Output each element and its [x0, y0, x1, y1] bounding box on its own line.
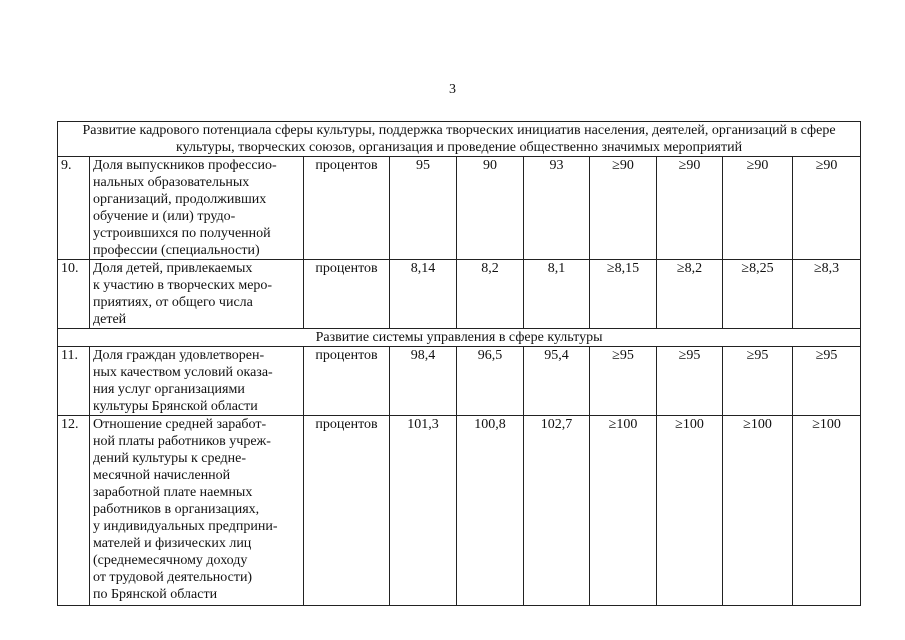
indicator-name-line: ния услуг организациями	[93, 382, 245, 397]
indicator-name-line: Отношение средней заработ-	[93, 417, 267, 432]
section-header-row	[58, 329, 861, 347]
indicator-name-line: заработной плате наемных	[93, 485, 253, 500]
table-row	[58, 416, 861, 606]
value-cell: 95,4	[524, 347, 590, 416]
value-cell: ≥8,3	[793, 260, 861, 329]
row-number: 9.	[58, 157, 90, 260]
indicator-name-line: дений культуры к средне-	[93, 451, 247, 466]
value-cell: ≥90	[723, 157, 793, 260]
indicator-name-line: Доля выпускников профессио-	[93, 158, 277, 173]
table-row	[58, 347, 861, 416]
unit-cell: процентов	[304, 260, 390, 329]
value-cell: 101,3	[390, 416, 457, 606]
unit-cell: процентов	[304, 157, 390, 260]
value-cell: ≥95	[590, 347, 657, 416]
value-cell: 98,4	[390, 347, 457, 416]
indicator-name-line: профессии (специальности)	[93, 243, 260, 258]
indicator-name-line: Доля детей, привлекаемых	[93, 261, 253, 276]
value-cell: 93	[524, 157, 590, 260]
row-number: 11.	[58, 347, 90, 416]
value-cell: 100,8	[457, 416, 524, 606]
value-cell: ≥100	[723, 416, 793, 606]
value-cell: ≥95	[723, 347, 793, 416]
section-title: Развитие системы управления в сфере культуры	[58, 329, 861, 347]
value-cell: ≥95	[793, 347, 861, 416]
value-cell: ≥90	[793, 157, 861, 260]
table-row	[58, 157, 861, 260]
indicator-name-line: работников в организациях,	[93, 502, 260, 517]
indicator-name-line: организаций, продолживших	[93, 192, 267, 207]
section-header-row	[58, 122, 861, 157]
value-cell: ≥100	[657, 416, 723, 606]
value-cell: ≥100	[793, 416, 861, 606]
section-title: Развитие кадрового потенциала сферы культуры, поддержка творческих инициатив населения, деятелей, организаций в сфере культуры, творческих союзов, организация и проведение общественно значимых мероприятий	[58, 122, 861, 157]
indicator-name-line: приятиях, от общего числа	[93, 295, 253, 310]
indicator-name-line: ной платы работников учреж-	[93, 434, 271, 449]
value-cell: ≥100	[590, 416, 657, 606]
indicator-name	[90, 347, 304, 416]
value-cell: ≥90	[590, 157, 657, 260]
indicators-table	[57, 121, 861, 606]
value-cell: 96,5	[457, 347, 524, 416]
indicator-name-line: у индивидуальных предприни-	[93, 519, 278, 534]
unit-cell: процентов	[304, 347, 390, 416]
indicator-name	[90, 157, 304, 260]
value-cell: ≥8,2	[657, 260, 723, 329]
indicator-name-line: по Брянской области	[93, 587, 218, 602]
indicator-name-line: культуры Брянской области	[93, 399, 258, 414]
page-number: 3	[449, 82, 456, 97]
indicator-name-line: детей	[93, 312, 127, 327]
value-cell: 8,14	[390, 260, 457, 329]
indicator-name-line: обучение и (или) трудо-	[93, 209, 236, 224]
indicator-name	[90, 416, 304, 606]
indicator-name-line: устроившихся по полученной	[93, 226, 271, 241]
value-cell: ≥95	[657, 347, 723, 416]
value-cell: ≥8,15	[590, 260, 657, 329]
value-cell: ≥8,25	[723, 260, 793, 329]
indicator-name-line: месячной начисленной	[93, 468, 231, 483]
indicator-name-line: нальных образовательных	[93, 175, 250, 190]
indicator-name	[90, 260, 304, 329]
indicator-name-line: ных качеством условий оказа-	[93, 365, 273, 380]
indicator-name-line: от трудовой деятельности)	[93, 570, 253, 585]
value-cell: ≥90	[657, 157, 723, 260]
indicator-name-line: к участию в творческих меро-	[93, 278, 273, 293]
indicator-name-line: мателей и физических лиц	[93, 536, 252, 551]
indicator-name-line: Доля граждан удовлетворен-	[93, 348, 265, 363]
value-cell: 8,2	[457, 260, 524, 329]
value-cell: 90	[457, 157, 524, 260]
unit-cell: процентов	[304, 416, 390, 606]
value-cell: 102,7	[524, 416, 590, 606]
value-cell: 95	[390, 157, 457, 260]
row-number: 12.	[58, 416, 90, 606]
table-row	[58, 260, 861, 329]
row-number: 10.	[58, 260, 90, 329]
value-cell: 8,1	[524, 260, 590, 329]
indicator-name-line: (среднемесячному доходу	[93, 553, 248, 568]
